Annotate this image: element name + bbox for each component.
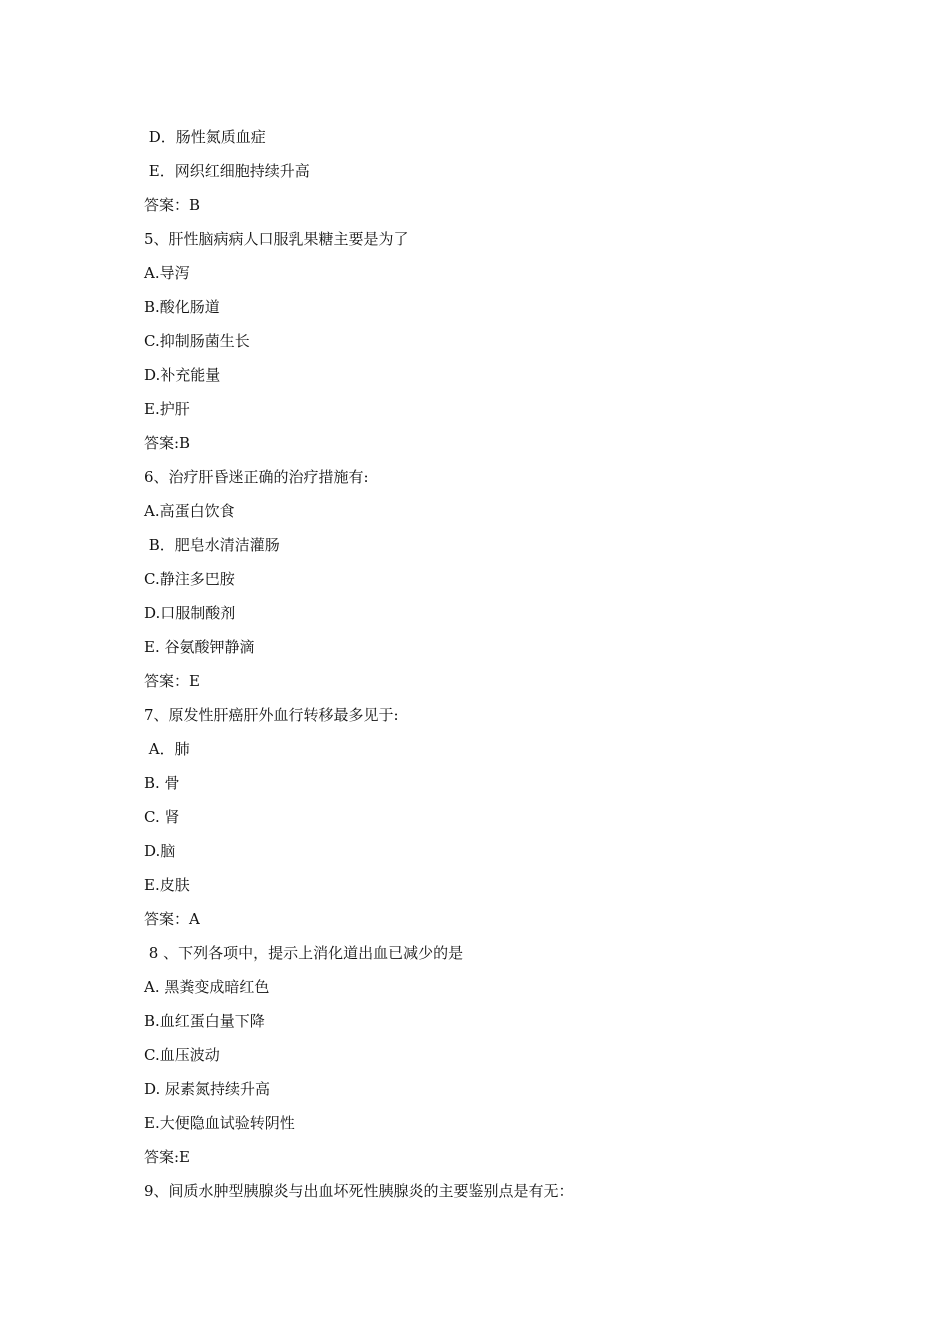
option-line: E. 谷氨酸钾静滴 [144,638,255,656]
answer-line: 答案:B [144,434,191,452]
question-line: 9、间质水肿型胰腺炎与出血坏死性胰腺炎的主要鉴别点是有无： [144,1182,574,1200]
option-line: B.酸化肠道 [144,298,220,316]
option-line: E.护肝 [144,400,190,418]
option-line: E.大便隐血试验转阴性 [144,1114,295,1132]
option-line: E．网织红细胞持续升高 [144,162,310,180]
answer-line: 答案:E [144,1148,191,1166]
option-line: A. 黑粪变成暗红色 [144,978,270,996]
answer-line: 答案：B [144,196,201,214]
option-line: B．肥皂水清洁灌肠 [144,536,280,554]
answer-line: 答案：E [144,672,200,690]
document-body [144,124,864,1212]
option-line: D.脑 [144,842,176,860]
option-line: E.皮肤 [144,876,190,894]
option-line: C. 肾 [144,808,180,826]
option-line: D.补充能量 [144,366,221,384]
option-line: B. 骨 [144,774,180,792]
option-line: C.抑制肠菌生长 [144,332,250,350]
option-line: C.血压波动 [144,1046,220,1064]
question-line: 8 、下列各项中，提示上消化道出血已减少的是 [144,944,464,962]
option-line: A.高蛋白饮食 [144,502,235,520]
option-line: D.口服制酸剂 [144,604,236,622]
option-line: D．肠性氮质血症 [144,128,266,146]
option-line: B.血红蛋白量下降 [144,1012,265,1030]
option-line: D. 尿素氮持续升高 [144,1080,271,1098]
option-line: C.静注多巴胺 [144,570,235,588]
question-line: 5、肝性脑病病人口服乳果糖主要是为了 [144,230,409,248]
answer-line: 答案：A [144,910,200,928]
question-line: 6、治疗肝昏迷正确的治疗措施有: [144,468,369,486]
option-line: A.导泻 [144,264,190,282]
question-line: 7、原发性肝癌肝外血行转移最多见于: [144,706,399,724]
option-line: A．肺 [144,740,190,758]
